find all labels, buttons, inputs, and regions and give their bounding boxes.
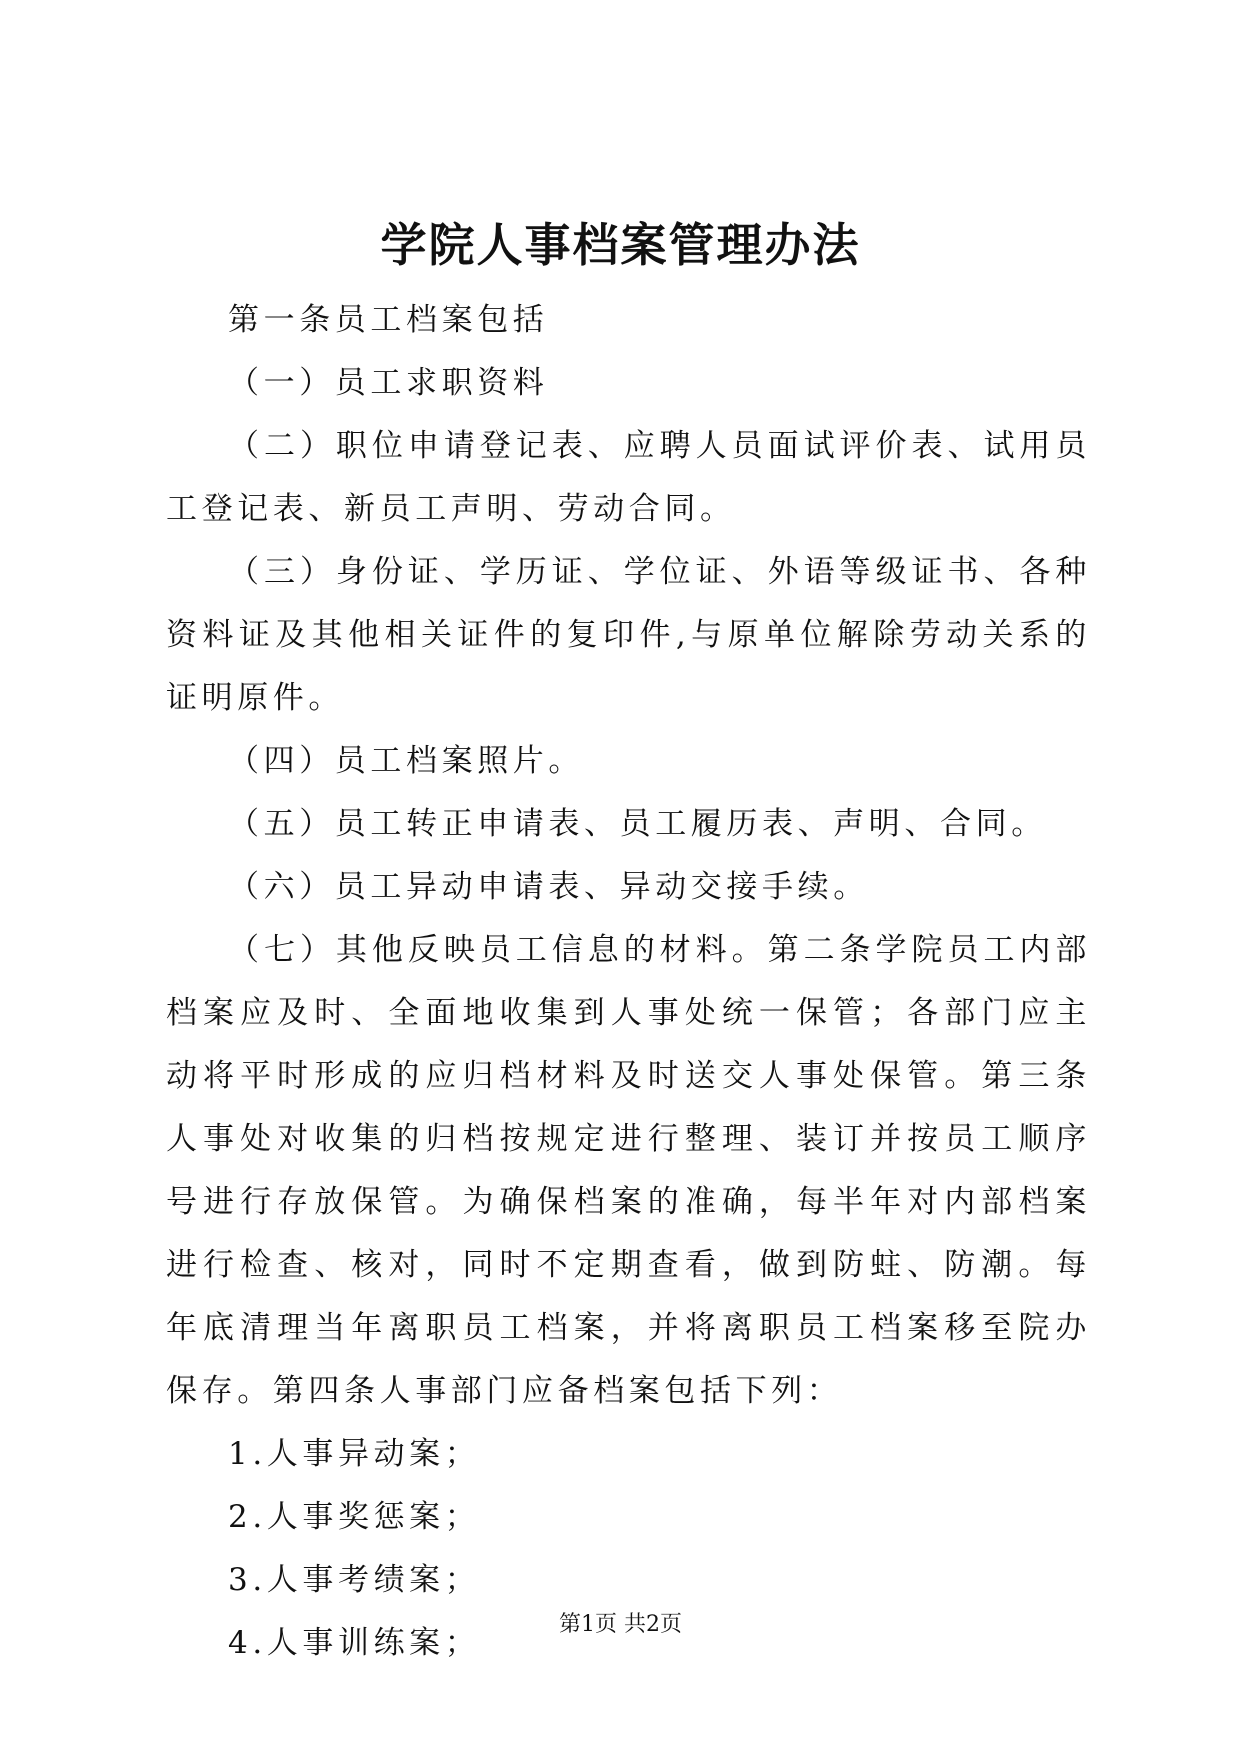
- document-title: 学院人事档案管理办法: [380, 218, 861, 272]
- list-item: 1.人事异动案；: [228, 1436, 481, 1472]
- document-body: [166, 289, 1091, 1675]
- paragraph: （五）员工转正申请表、员工履历表、声明、合同。: [228, 806, 1047, 842]
- list-item: 4.人事训练案；: [228, 1625, 481, 1661]
- paragraph: （三）身份证、学历证、学位证、外语等级证书、各种资料证及其他相关证件的复印件,与原单位解除劳动关系的证明原件。: [166, 554, 1091, 716]
- paragraph: （一）员工求职资料: [228, 365, 549, 401]
- paragraph: （四）员工档案照片。: [228, 743, 584, 779]
- list-item: 2.人事奖惩案；: [228, 1499, 481, 1535]
- paragraph: （六）员工异动申请表、异动交接手续。: [228, 869, 869, 905]
- paragraph: （七）其他反映员工信息的材料。第二条学院员工内部档案应及时、全面地收集到人事处统一保管；各部门应主动将平时形成的应归档材料及时送交人事处保管。第三条人事处对收集的归档按规定进行整理、装订并按员工顺序号进行存放保管。为确保档案的准确，每半年对内部档案进行检查、核对，同时不定期查看，做到防蛀、防潮。每年底清理当年离职员工档案，并将离职员工档案移至院办保存。第四条人事部门应备档案包括下列：: [166, 932, 1091, 1409]
- paragraph: （二）职位申请登记表、应聘人员面试评价表、试用员工登记表、新员工声明、劳动合同。: [166, 428, 1091, 527]
- page-footer: 第1页 共2页: [559, 1612, 682, 1637]
- paragraph: 第一条员工档案包括: [228, 302, 549, 338]
- list-item: 3.人事考绩案；: [228, 1562, 481, 1598]
